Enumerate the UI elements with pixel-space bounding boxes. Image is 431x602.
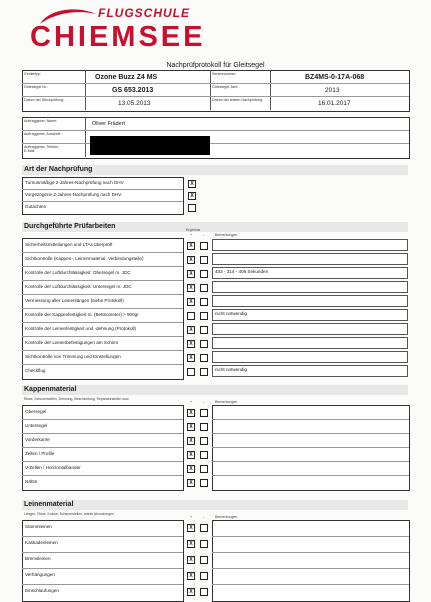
art-heading: Art der Nachprüfung — [24, 166, 93, 173]
leinen-plus-checkbox[interactable]: X — [187, 556, 195, 564]
pruef-row-divider — [22, 266, 183, 267]
pruef-plus-checkbox[interactable]: X — [187, 270, 195, 278]
brand-subtitle: FLUGSCHULE — [98, 6, 190, 20]
kappe-row-label: Zellen / Profile — [25, 451, 55, 456]
art-checkbox[interactable] — [188, 204, 196, 212]
kappe-plus-checkbox[interactable]: X — [187, 479, 195, 487]
pruef-remark-field[interactable] — [212, 337, 408, 349]
pruef-row-label: Vermessung aller Leinenlängen (siehe Protokoll) — [25, 298, 124, 303]
leinen-heading: Leinenmaterial — [24, 501, 74, 508]
pruef-row-divider — [22, 322, 183, 323]
pruef-row-divider — [22, 252, 183, 253]
pruef-minus-checkbox[interactable] — [200, 326, 208, 334]
pruef-remark-field[interactable]: nicht notwendig — [212, 309, 408, 321]
leinen-plus-checkbox[interactable]: X — [187, 572, 195, 580]
leinen-row-label: Verhängungen — [25, 572, 55, 577]
leinen-remark-divider — [212, 568, 409, 569]
pruef-remark-field[interactable] — [212, 351, 408, 363]
leinen-plus-checkbox[interactable]: X — [187, 588, 195, 596]
auftraggeber-name-value: Oliver Frädert — [92, 121, 125, 127]
kappe-table — [22, 405, 184, 491]
kappe-row-divider — [22, 433, 183, 434]
pruef-remark-field[interactable]: nicht notwendig — [212, 365, 408, 377]
kappe-minus-checkbox[interactable] — [200, 451, 208, 459]
leinen-minus-checkbox[interactable] — [200, 572, 208, 580]
pruef-remark-field[interactable] — [212, 323, 408, 335]
pruef-row-divider — [22, 336, 183, 337]
leinen-row-label: Einschlaufungen — [25, 588, 59, 593]
brand-logo-text: CHIEMSEE — [30, 21, 206, 53]
customer-block — [22, 117, 410, 159]
pruef-remark-field[interactable] — [212, 295, 408, 307]
stueckpruefung-value: 13.05.2013 — [118, 100, 151, 107]
leinen-row-divider — [22, 568, 183, 569]
leinen-remark-divider — [212, 552, 409, 553]
pruef-row-divider — [22, 294, 183, 295]
document-title: Nachprüfprotokoll für Gleitsegel — [166, 62, 265, 69]
pruef-plus-checkbox[interactable]: X — [187, 354, 195, 362]
geraetetyp-value: Ozone Buzz Z4 MS — [95, 74, 158, 81]
pruef-minus-checkbox[interactable] — [200, 340, 208, 348]
pruef-row-divider — [22, 350, 183, 351]
art-row-label: Vorgezogene 2-Jahres-Nachprüfung nach DHV — [25, 192, 122, 197]
leinen-minus-checkbox[interactable] — [200, 556, 208, 564]
kappe-plus-checkbox[interactable]: X — [187, 465, 195, 473]
pruef-minus-checkbox[interactable] — [200, 242, 208, 250]
pruef-plus-checkbox[interactable] — [187, 368, 195, 376]
stueckpruefung-label: Datum der Stückprüfung: — [24, 98, 64, 102]
kappe-minus-checkbox[interactable] — [200, 409, 208, 417]
pruef-minus-checkbox[interactable] — [200, 270, 208, 278]
kappe-plus-header: + — [190, 400, 193, 404]
leinen-row-label: Kaskadenleinen — [25, 540, 58, 545]
pruef-minus-checkbox[interactable] — [200, 368, 208, 376]
art-row-label: Turnusmäßige 2-Jahres-Nachprüfung nach DHV — [25, 180, 124, 185]
kappe-remarks-area[interactable] — [212, 405, 410, 491]
pruef-row-label: Sichtkontrolle von Trimmung und Einstellungen — [25, 354, 121, 359]
plus-header: + — [190, 233, 193, 237]
pruef-row-label: Sichtkontrolle (Kappen-, Leinenmaterial, Verbindungsteile) — [25, 256, 144, 261]
kappe-row-divider — [22, 461, 183, 462]
kappe-minus-checkbox[interactable] — [200, 465, 208, 473]
pruef-row-label: Sicherheitsmitteilungen und LTAs überprüft — [25, 242, 113, 247]
leinen-minus-checkbox[interactable] — [200, 588, 208, 596]
redaction-block — [90, 136, 210, 155]
baujahr-label: Gütesiegel Jahr: — [212, 85, 239, 89]
pruef-minus-checkbox[interactable] — [200, 284, 208, 292]
kappe-remarks-header: Bemerkungen — [215, 400, 238, 404]
guetesiegel-label: Gütesiegel Nr.: — [24, 85, 48, 89]
auftraggeber-anschrift-label: Auftraggeber, Anschrift: — [24, 132, 62, 136]
pruef-plus-checkbox[interactable]: X — [187, 340, 195, 348]
pruef-row-label: Checkflug — [25, 368, 46, 373]
art-checkbox[interactable]: X — [188, 180, 196, 188]
auftraggeber-email-label: E-Mail: — [24, 149, 36, 153]
kappe-remark-divider — [212, 419, 409, 420]
guetesiegel-value: GS 653.2013 — [112, 87, 154, 94]
leinen-row-label: Stammleinen — [25, 524, 52, 529]
art-row-divider — [22, 189, 183, 190]
geraetetyp-label: Gerätetyp: — [24, 72, 41, 76]
kappe-note: Risse, Scheuerstellen, Dehnung, Beschichtung, Reparaturstellen usw. — [24, 397, 130, 401]
kappe-remark-divider — [212, 447, 409, 448]
art-checkbox[interactable]: X — [188, 192, 196, 200]
pruef-row-label: Kontrolle der Leinenbefestigungen am Schirm — [25, 340, 119, 345]
pruef-plus-checkbox[interactable]: X — [187, 326, 195, 334]
pruef-heading: Durchgeführte Prüfarbeiten — [24, 223, 116, 230]
leinen-remarks-header: Bemerkungen — [215, 515, 238, 519]
kappe-remark-divider — [212, 433, 409, 434]
ergebnis-header: Ergebnis — [186, 228, 201, 232]
pruef-row-label: Kontrolle der Luftdurchlässigkeit: Untersegel m. JDC — [25, 284, 132, 289]
leinen-row-label: Bremsleinen — [25, 556, 51, 561]
pruef-plus-checkbox[interactable]: X — [187, 242, 195, 250]
art-row-label: Gutachten — [25, 204, 47, 209]
kappe-plus-checkbox[interactable]: X — [187, 409, 195, 417]
kappe-remark-divider — [212, 461, 409, 462]
leinen-remark-divider — [212, 536, 409, 537]
kappe-plus-checkbox[interactable]: X — [187, 437, 195, 445]
pruef-minus-checkbox[interactable] — [200, 312, 208, 320]
leinen-note: Längen, Risse, Knicke, Scheuerstellen, starke Abnutzungen — [24, 512, 114, 516]
kappe-heading: Kappenmaterial — [24, 386, 77, 393]
leinen-plus-header: + — [190, 515, 193, 519]
pruef-plus-checkbox[interactable]: X — [187, 284, 195, 292]
pruef-minus-checkbox[interactable] — [200, 354, 208, 362]
leinen-remark-divider — [212, 584, 409, 585]
kappe-row-label: Nähte — [25, 479, 38, 484]
art-row-divider — [22, 201, 183, 202]
pruef-row-label: Kontrolle der Luftdurchlässigkeit: Obersegel m. JDC — [25, 270, 131, 275]
pruef-plus-checkbox[interactable]: X — [187, 298, 195, 306]
pruef-minus-checkbox[interactable] — [200, 256, 208, 264]
seriennummer-value: BZ4MS-0-17A-068 — [305, 74, 365, 81]
letzte-nachpruefung-label: Datum der letzten Nachprüfung: — [212, 98, 263, 102]
pruef-remark-field[interactable] — [212, 253, 408, 265]
leinen-row-divider — [22, 536, 183, 537]
kappe-row-divider — [22, 447, 183, 448]
kappe-row-label: Untersegel — [25, 423, 48, 428]
seriennummer-label: Seriennummer: — [212, 72, 237, 76]
kappe-plus-checkbox[interactable]: X — [187, 423, 195, 431]
letzte-nachpruefung-value: 16.01.2017 — [318, 100, 351, 107]
minus-header: - — [203, 233, 205, 237]
baujahr-value: 2013 — [325, 87, 340, 94]
pruef-plus-checkbox[interactable] — [187, 312, 195, 320]
pruef-row-label: Kontrolle der Kappenfestigkeit m. (Bettsometer) > 900gr — [25, 312, 139, 317]
kappe-row-divider — [22, 475, 183, 476]
pruef-remark-field[interactable]: 433 - 314 - 406 Sekunden — [212, 267, 408, 279]
kappe-row-label: V-Zellen / Horizontalbänder — [25, 465, 81, 470]
leinen-minus-header: - — [203, 515, 205, 519]
leinen-row-divider — [22, 584, 183, 585]
auftraggeber-name-label: Auftraggeber, Name: — [24, 119, 58, 123]
kappe-minus-checkbox[interactable] — [200, 423, 208, 431]
pruef-row-label: Kontrolle der Leinenfestigkeit und -dehnung (Protokoll) — [25, 326, 137, 331]
kappe-minus-checkbox[interactable] — [200, 479, 208, 487]
pruef-row-divider — [22, 308, 183, 309]
kappe-row-divider — [22, 419, 183, 420]
leinen-plus-checkbox[interactable]: X — [187, 524, 195, 532]
leinen-minus-checkbox[interactable] — [200, 540, 208, 548]
leinen-minus-checkbox[interactable] — [200, 524, 208, 532]
pruef-remark-field[interactable] — [212, 281, 408, 293]
kappe-row-label: Vorderkante — [25, 437, 50, 442]
leinen-row-divider — [22, 552, 183, 553]
pruef-minus-checkbox[interactable] — [200, 298, 208, 306]
leinen-remarks-area[interactable] — [212, 520, 410, 602]
remarks-header: Bemerkungen — [215, 233, 238, 237]
pruef-row-divider — [22, 364, 183, 365]
auftraggeber-telefon-label: Auftraggeber, Telefon, — [24, 145, 60, 149]
pruef-remark-field[interactable] — [212, 239, 408, 251]
kappe-row-label: Obersegel — [25, 409, 47, 414]
kappe-plus-checkbox[interactable]: X — [187, 451, 195, 459]
kappe-remark-divider — [212, 475, 409, 476]
pruef-plus-checkbox[interactable]: X — [187, 256, 195, 264]
kappe-minus-checkbox[interactable] — [200, 437, 208, 445]
pruef-row-divider — [22, 280, 183, 281]
leinen-plus-checkbox[interactable]: X — [187, 540, 195, 548]
kappe-minus-header: - — [203, 400, 205, 404]
